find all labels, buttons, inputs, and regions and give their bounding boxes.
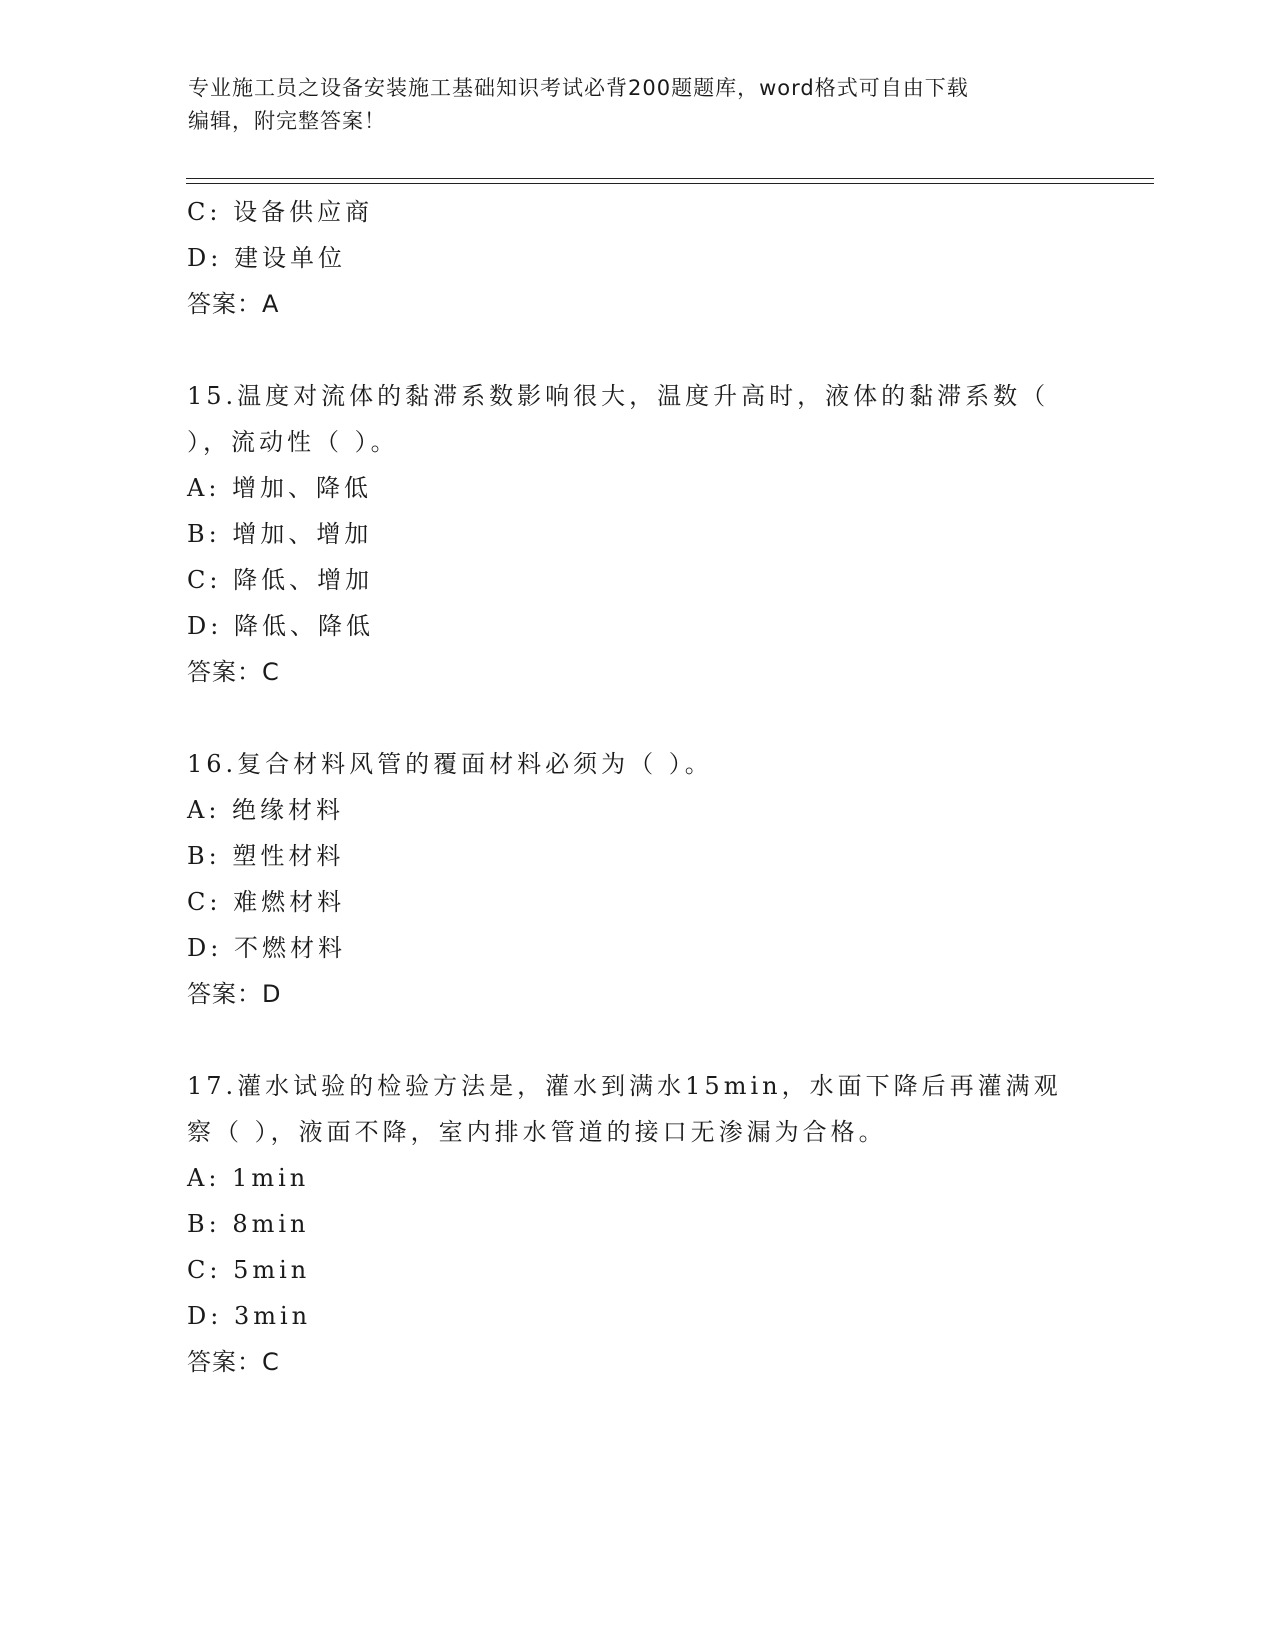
- option-c: C: 难燃材料: [187, 888, 346, 916]
- header-divider-top: [186, 178, 1154, 179]
- question-14-continued: [187, 189, 1087, 327]
- header-line-2: 编辑，附完整答案！: [188, 109, 386, 133]
- answer-label: 答案：C: [187, 1348, 280, 1376]
- spacer: [187, 695, 1087, 741]
- option-d: D: 3min: [187, 1302, 312, 1330]
- question-17: [187, 1063, 1087, 1385]
- option-c: C: 设备供应商: [187, 198, 374, 226]
- option-d: D: 不燃材料: [187, 934, 346, 962]
- question-stem: 15.温度对流体的黏滞系数影响很大，温度升高时，液体的黏滞系数（: [187, 382, 1050, 410]
- header-divider-bottom: [186, 183, 1154, 184]
- answer-label: 答案：C: [187, 658, 280, 686]
- option-a: A: 增加、降低: [187, 474, 373, 502]
- option-c: C: 降低、增加: [187, 566, 374, 594]
- document-header: [188, 72, 1088, 138]
- question-stem: 17.灌水试验的检验方法是，灌水到满水15min，水面下降后再灌满观: [187, 1072, 1062, 1100]
- option-d: D: 建设单位: [187, 244, 346, 272]
- question-15: [187, 373, 1087, 695]
- option-b: B: 8min: [187, 1210, 310, 1238]
- question-16: [187, 741, 1087, 1017]
- answer-label: 答案：A: [187, 290, 280, 318]
- option-d: D: 降低、降低: [187, 612, 374, 640]
- option-b: B: 增加、增加: [187, 520, 373, 548]
- option-c: C: 5min: [187, 1256, 311, 1284]
- question-list: [187, 189, 1087, 1385]
- question-stem: 16.复合材料风管的覆面材料必须为（ ）。: [187, 750, 713, 778]
- option-b: B: 塑性材料: [187, 842, 345, 870]
- spacer: [187, 1017, 1087, 1063]
- spacer: [187, 327, 1087, 373]
- answer-label: 答案：D: [187, 980, 282, 1008]
- question-stem: 察（ ），液面不降，室内排水管道的接口无渗漏为合格。: [187, 1118, 887, 1146]
- option-a: A: 绝缘材料: [187, 796, 345, 824]
- option-a: A: 1min: [187, 1164, 310, 1192]
- header-line-1: 专业施工员之设备安装施工基础知识考试必背200题题库，word格式可自由下载: [188, 76, 969, 100]
- question-stem: ），流动性（ ）。: [187, 428, 399, 456]
